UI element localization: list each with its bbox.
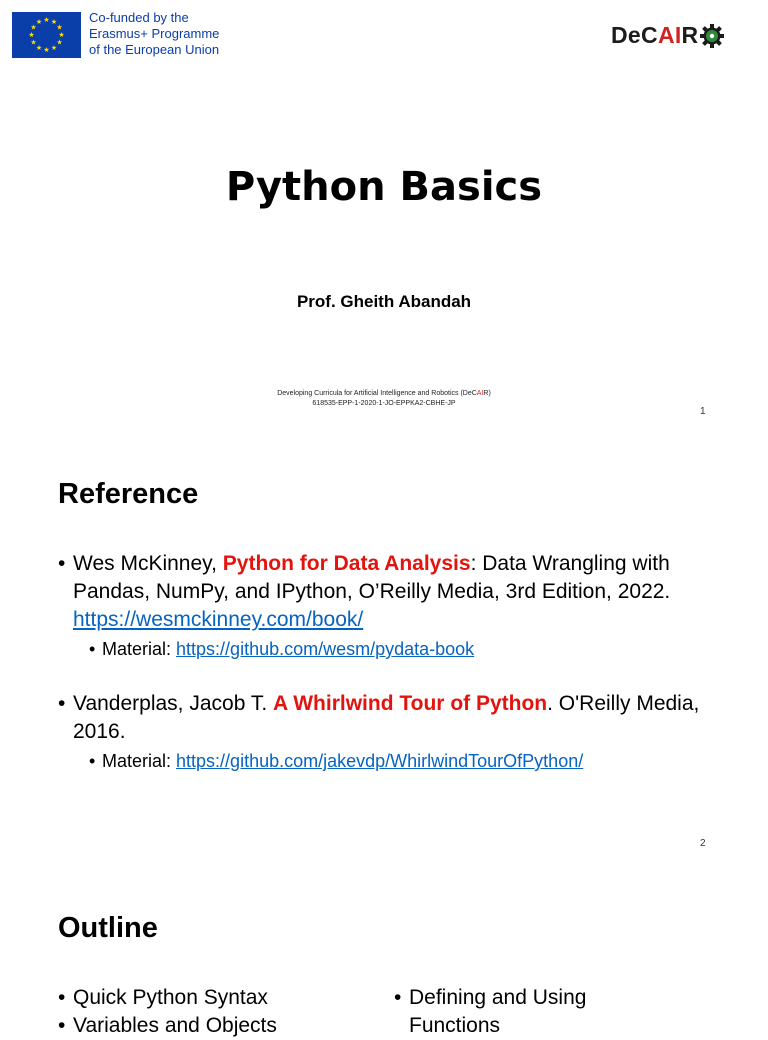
ref-book-title: Python for Data Analysis: [222, 552, 471, 575]
slide-reference: [0, 432, 768, 864]
footer-ai-text: AI: [476, 390, 484, 397]
footer-line-1: [0, 389, 768, 399]
reference-heading: Reference: [58, 478, 199, 510]
logo-part-c: C: [641, 22, 658, 48]
material-link[interactable]: https://github.com/jakevdp/WhirlwindTourOfPython/: [176, 751, 584, 771]
list-subitem: [58, 636, 718, 662]
svg-text:★: ★: [30, 23, 37, 32]
page-number: 1: [700, 406, 706, 417]
project-footer: [0, 389, 768, 409]
eu-funding-text: [89, 10, 219, 58]
svg-text:★: ★: [28, 31, 35, 39]
svg-text:★: ★: [43, 16, 50, 24]
material-label: Material:: [102, 751, 177, 771]
svg-text:★: ★: [35, 18, 43, 26]
ref-details: . O'Reilly Media, 2016.: [73, 692, 700, 743]
outline-left-column: [58, 984, 378, 1040]
slide-outline: [0, 864, 768, 1037]
footer-text: Developing Curricula for Artificial Intelligence and Robotics (DeC: [277, 390, 477, 397]
svg-text:★: ★: [43, 46, 50, 54]
svg-text:★: ★: [56, 23, 63, 32]
logo-part-de: De: [611, 22, 642, 48]
slide-title-text: Python Basics: [225, 164, 543, 210]
logo-part-ai: AI: [657, 22, 682, 48]
svg-text:★: ★: [50, 44, 58, 52]
ref-details: : Data Wrangling with Pandas, NumPy, and IPython, O’Reilly Media, 3rd Edition, 2022.: [73, 552, 671, 603]
footer-text-end: R): [483, 390, 491, 397]
list-subitem: [58, 748, 718, 774]
list-item: • Variables and Objects: [58, 1012, 378, 1040]
list-item: • Defining and Using Functions: [394, 984, 654, 1040]
footer-line-2: 618535-EPP-1-2020-1-JO-EPPKA2-CBHE-JP: [312, 400, 456, 407]
list-item: [58, 690, 718, 746]
page-number: 2: [700, 838, 706, 849]
ref-book-link[interactable]: https://wesmckinney.com/book/: [73, 608, 364, 631]
eu-text-line: of the European Union: [89, 42, 220, 57]
svg-text:★: ★: [58, 31, 65, 39]
ref-author: Wes McKinney,: [73, 552, 223, 575]
svg-text:★: ★: [56, 38, 63, 47]
outline-right-column: [394, 984, 654, 1040]
eu-text-line: Erasmus+ Programme: [89, 26, 220, 41]
gear-icon: [700, 24, 724, 48]
eu-flag-icon: [12, 12, 81, 58]
list-item: [58, 550, 718, 634]
logo-part-r: R: [681, 22, 699, 48]
svg-text:★: ★: [35, 44, 43, 52]
decair-logo: [611, 22, 724, 49]
slide-title: [0, 0, 768, 432]
decair-logo-text: [611, 22, 698, 49]
material-label: Material:: [102, 639, 177, 659]
outline-heading: Outline: [58, 912, 158, 944]
list-item: • Quick Python Syntax: [58, 984, 378, 1012]
svg-text:★: ★: [30, 38, 37, 47]
author-name: Prof. Gheith Abandah: [296, 292, 472, 311]
material-link[interactable]: https://github.com/wesm/pydata-book: [176, 639, 475, 659]
reference-list: [58, 550, 718, 774]
eu-text-line: Co-funded by the: [89, 10, 189, 25]
ref-author: Vanderplas, Jacob T.: [73, 692, 274, 715]
svg-text:★: ★: [50, 18, 58, 26]
ref-book-title: A Whirlwind Tour of Python: [273, 692, 548, 715]
